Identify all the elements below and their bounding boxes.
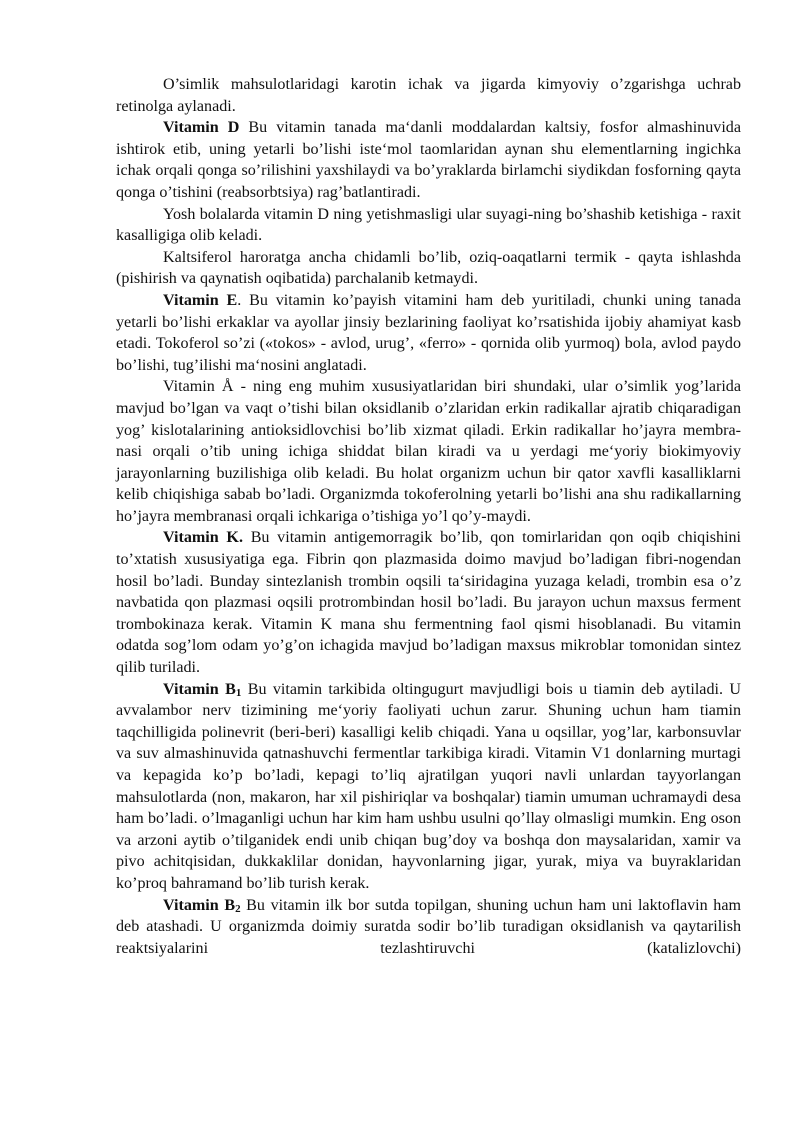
paragraph-rickets: [116, 204, 741, 247]
heading-subscript: 2: [235, 902, 241, 915]
paragraph-heading: Vitamin E: [163, 291, 238, 309]
heading-label: Vitamin B: [163, 680, 236, 698]
paragraph-carotene: [116, 74, 741, 117]
paragraph-text: Bu vitamin antigemorragik bo’lib, qon tomirlaridan qon oqib chiqishini to’xtatish xususiyatiga ega. Fibrin qon plazmasida doimo mavjud bo’ladigan fibri-nogendan hosil bo’ladi. Bunday sintezlanish trombin oqsili ta‘siridagina yuzaga keladi, trombin esa o’z navbatida qon plazmasi oqsili protrombindan hosil bo’ladi. Bu jarayon uchun maxsus ferment trombokinaza kerak. Vitamin K mana shu fermentning faol qismi hisoblanadi. Bu vitamin odatda sog’lom odam yo’g’on ichagida mavjud bo’ladigan maxsus mikroblar tomonidan sintez qilib turiladi.: [116, 529, 741, 677]
paragraph-text: Bu vitamin ilk bor sutda topilgan, shuning uchun ham uni laktoflavin ham deb atashadi. U organizmda doimiy suratda sodir bo’lib turadigan oksidlanish va qaytarilish reaktsiyalarini tezlashtiruvchi (katalizlovchi): [116, 896, 741, 957]
paragraph-antioxidant: [116, 376, 741, 527]
paragraph-text: . Bu vitamin ko’payish vitamini ham deb yuritiladi, chunki uning tanada yetarli bo’lishi erkaklar va ayollar jinsiy bezlarining faoliyat ko’rsatishida ijobiy ahamiyat kasb etadi. Tokoferol so’zi («tokos» - avlod, urug’, «ferro» - qornida olib yurmoq) bola, avlod paydo bo’lishi, tug’ilishi ma‘nosini anglatadi.: [116, 291, 741, 374]
paragraph-calciferol: [116, 247, 741, 290]
paragraph-vitamin-k: [116, 527, 741, 678]
paragraph-text: Bu vitamin tanada ma‘danli moddalardan kaltsiy, fosfor almashinuvida ishtirok etib, uning yetarli bo’lishi iste‘mol taomlaridan aynan shu elementlarning ingichka ichak orqali qonga so’rilishini yaxshilaydi va bo’yraklarda birlamchi siydikdan fosforning qayta qonga o’tishini (reabsorbtsiya) rag’batlantiradi.: [116, 119, 741, 201]
paragraph-vitamin-b1: [116, 679, 741, 895]
heading-label: Vitamin B: [163, 896, 236, 914]
paragraph-heading: [163, 897, 241, 914]
document-page: [116, 74, 741, 959]
paragraph-vitamin-e: [116, 290, 741, 376]
paragraph-text: Kaltsiferol haroratga ancha chidamli bo’lib, oziq-oaqatlarni termik - qayta ishlashda (pishirish va qaynatish oqibatida) parchalanib ketmaydi.: [116, 248, 741, 288]
paragraph-text: O’simlik mahsulotlaridagi karotin ichak va jigarda kimyoviy o’zgarishga uchrab retinolga aylanadi.: [116, 76, 741, 115]
heading-subscript: 1: [235, 686, 242, 699]
paragraph-heading: [163, 681, 241, 698]
paragraph-vitamin-d: [116, 117, 741, 203]
paragraph-vitamin-b2: [116, 895, 741, 960]
paragraph-heading: Vitamin K.: [163, 529, 243, 547]
paragraph-heading: Vitamin D: [163, 119, 240, 137]
paragraph-text: Vitamin Å - ning eng muhim xususiyatlaridan biri shundaki, ular o’simlik yog’larida mavjud bo’lgan va vaqt o’tishi bilan oksidlanib o’zlaridan erkin radikallar ajratib chiqaradigan yog’ kislotalarining antioksidlovchisi bo’lib xizmat qiladi. Erkin radikallar ho’jayra membra-nasi orqali o’tib uning ichiga shiddat bilan kiradi va u yerdagi me‘yoriy biokimyoviy jarayonlarning buzilishiga olib keladi. Bu holat organizm uchun bir qator xavfli kasalliklarni kelib chiqishiga sabab bo’ladi. Organizmda tokoferolning yetarli bo’lishi ana shu radikallarning ho’jayra membranasi orqali ichkariga o’tishiga yo’l qo’y-maydi.: [116, 378, 741, 525]
paragraph-text: Yosh bolalarda vitamin D ning yetishmasligi ular suyagi-ning bo’shashib ketishiga - raxit kasalligiga olib keladi.: [116, 205, 741, 245]
paragraph-text: Bu vitamin tarkibida oltingugurt mavjudligi bois u tiamin deb aytiladi. U avvalambor nerv tizimining me‘yoriy faoliyati uchun zarur. Shuning uchun ham tiamin taqchilligida polinevrit (beri-beri) kasalligi kelib chiqadi. Yana u oqsillar, yog’lar, karbonsuvlar va suv almashinuvida qatnashuvchi fermentlar tarkibiga kiradi. Vitamin V1 donlarning murtagi va kepagida ko’p bo’ladi, kepagi to’liq ajratilgan yuqori navli unlardan tayyorlangan mahsulotlarda (non, makaron, har xil pishiriqlar va boshqalar) tiamin umuman uchramaydi desa ham bo’ladi. o’lmaganligi uchun har kim ham ushbu usulni qo’llay olmasligi mumkin. Eng oson va arzoni aytib o’tilganidek endi unib chiqan bug’doy va boshqa don maysalaridan, xamir va pivo achitqisidan, dukkaklilar donidan, hayvonlarning jigar, yurak, miya va buyraklaridan ko’proq bahramand bo’lib turish kerak.: [116, 680, 741, 892]
